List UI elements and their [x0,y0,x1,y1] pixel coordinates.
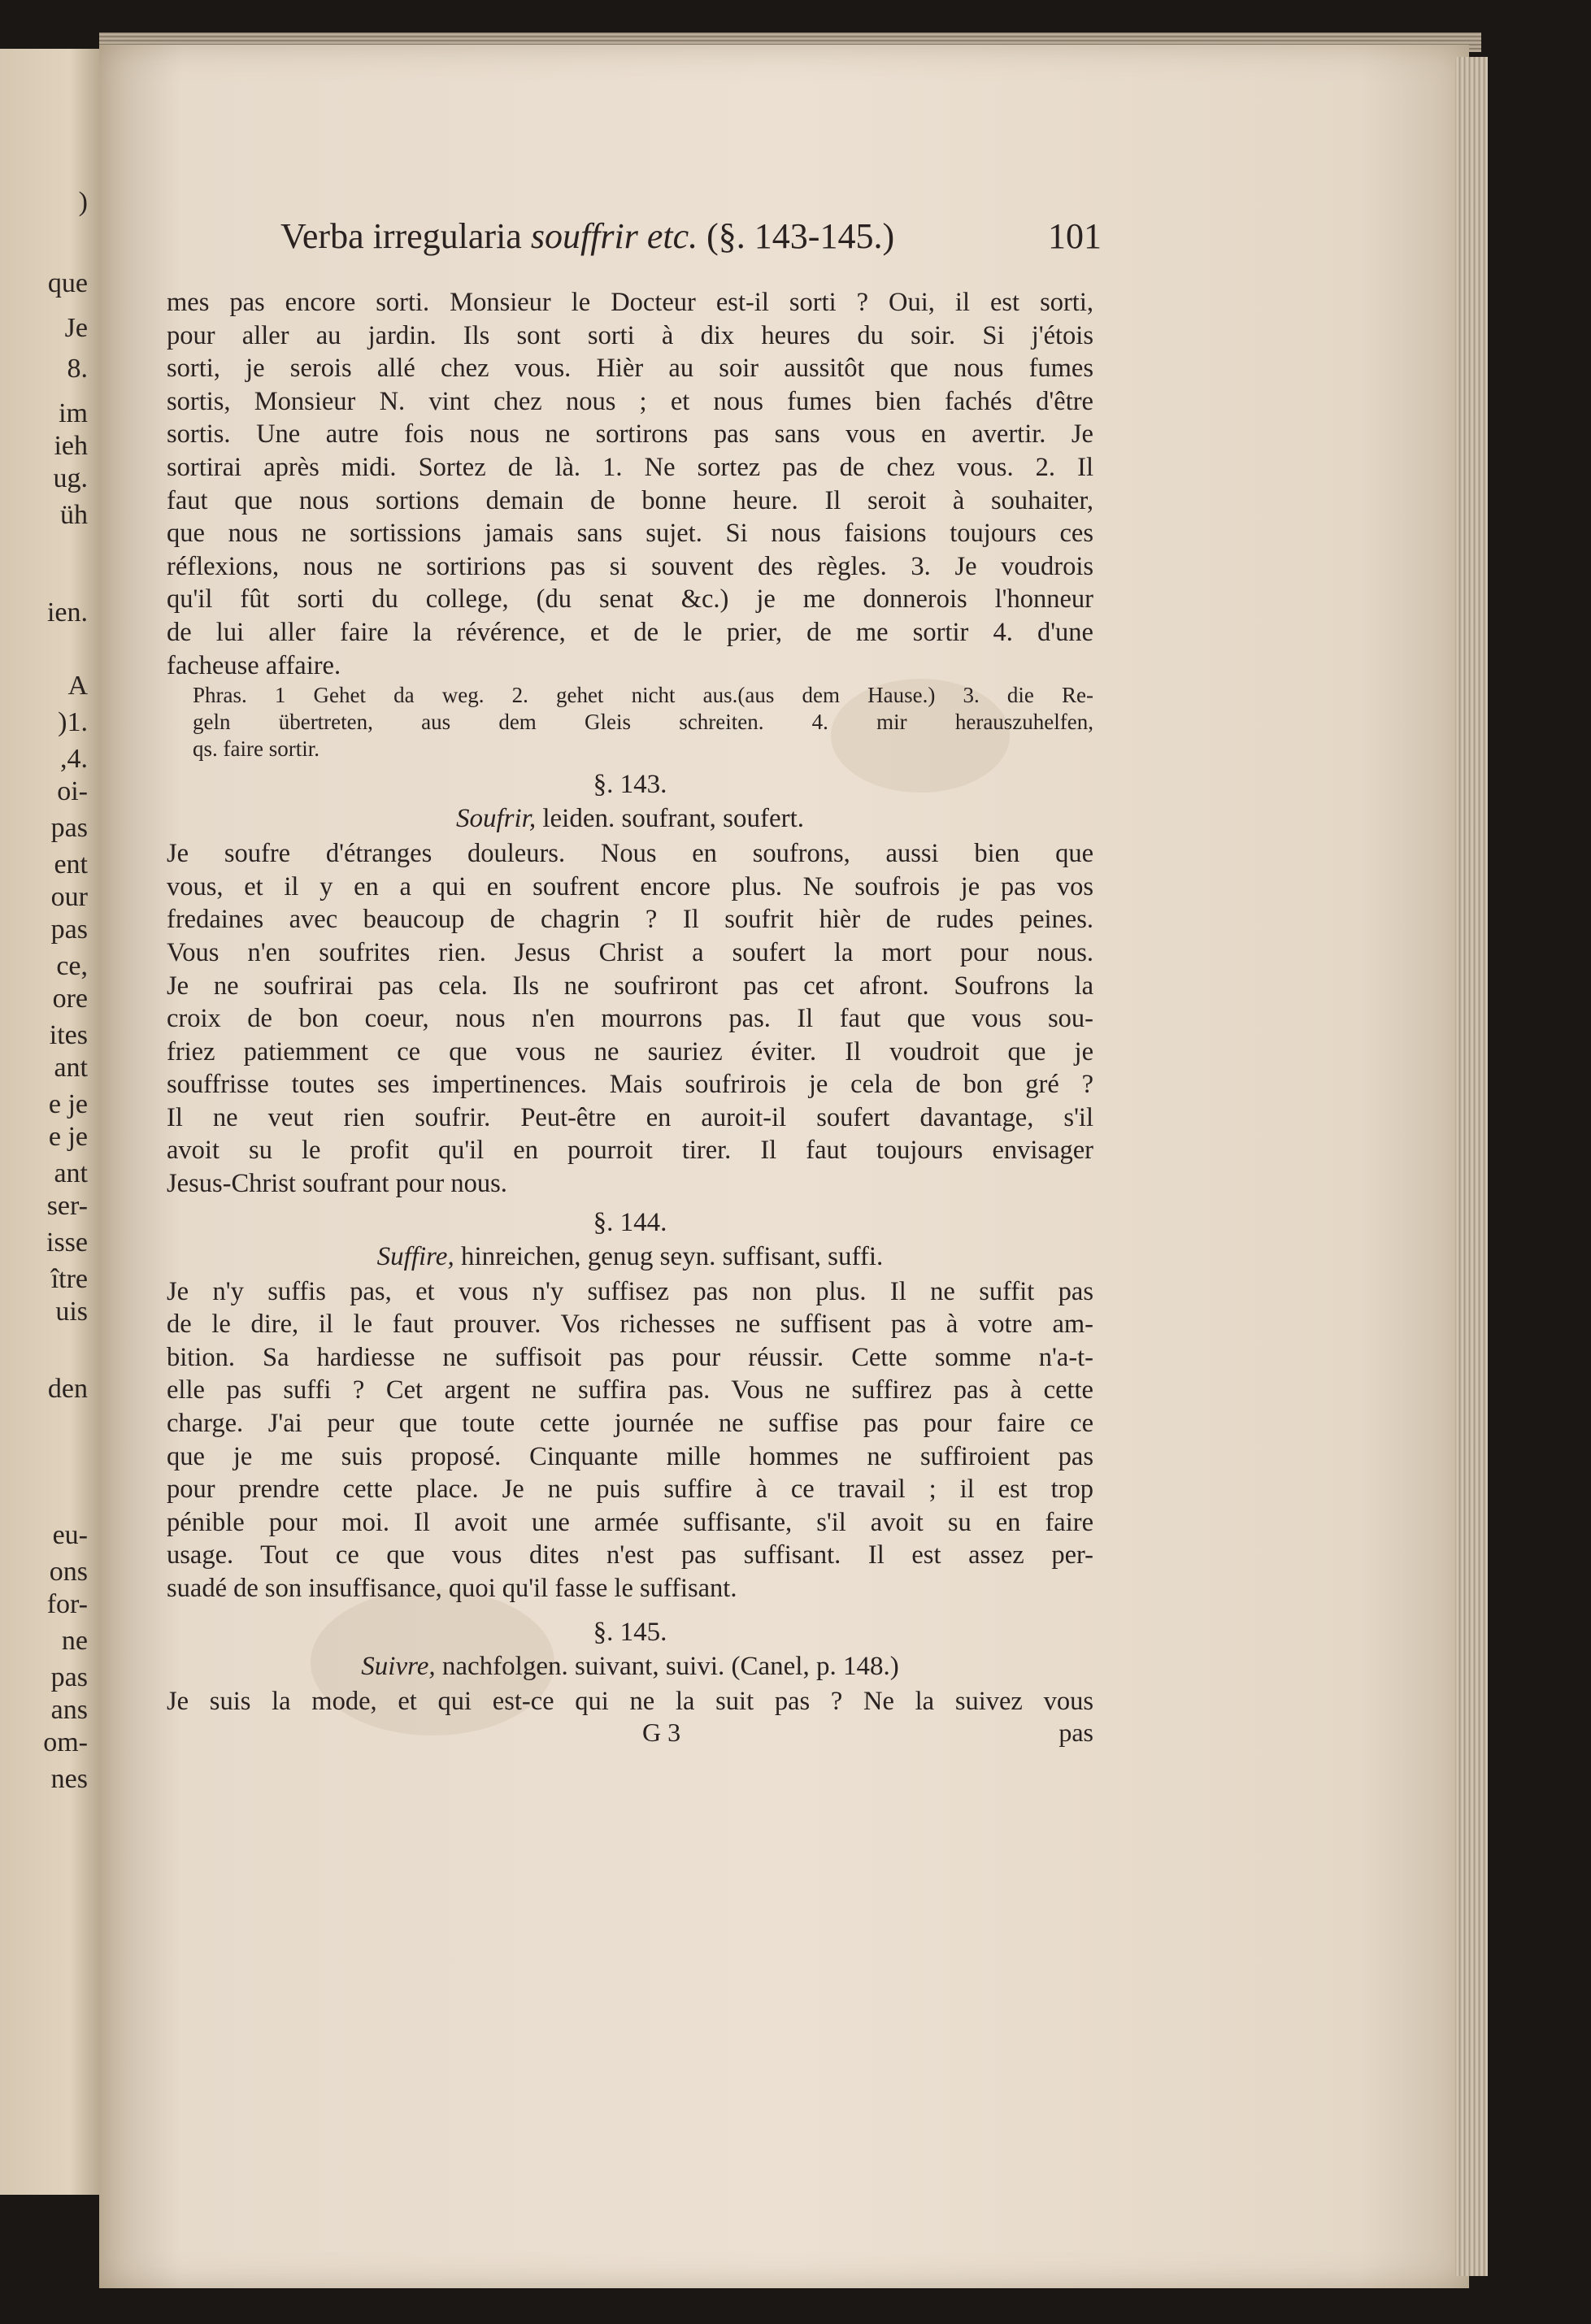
previous-page-text-fragment: üh [60,500,88,530]
text-line: de le dire, il le faut prouver. Vos richesses ne suffisent pas à votre am- [167,1310,1093,1340]
text-line: Je ne soufrirai pas cela. Ils ne soufriront pas cet afront. Soufrons la [167,971,1093,1001]
previous-page-text-fragment: ce, [56,951,88,981]
verb-heading-soufrir: Soufrir, leiden. soufrant, soufert. [455,804,805,834]
phrase-note [193,682,1093,762]
text-line: réflexions, nous ne sortirions pas si souvent des règles. 3. Je voudrois [167,551,1093,581]
previous-page-text-fragment: ug. [53,463,88,493]
text-line: geln übertreten, aus dem Gleis schreiten. 4. mir herauszuhelfen, [193,710,1093,735]
text-line: vous, et il y en a qui en soufrent encore plus. Ne soufrois je pas vos [167,871,1093,901]
text-line: sortis. Une autre fois nous ne sortirons pas sans vous en avertir. Je [167,419,1093,450]
previous-page-text-fragment: uis [55,1297,88,1327]
paragraph-suffire [167,1275,1093,1605]
previous-page-text-fragment: ant [54,1053,88,1083]
paragraph-sortir-continued [167,286,1093,682]
signature-mark: G 3 [642,1718,681,1748]
text-line: mes pas encore sorti. Monsieur le Docteur est-il sorti ? Oui, il est sorti, [167,288,1093,317]
page-header [280,215,1102,272]
text-line: que nous ne sortissions jamais sans sujet. Si nous faisions toujours ces [167,519,1093,549]
running-title: Verba irregularia souffrir etc. (§. 143-145.) [280,216,895,256]
text-line: usage. Tout ce que vous dites n'est pas suffisant. Il est assez per- [167,1540,1093,1570]
verb-heading-suffire: Suffire, hinreichen, genug seyn. suffisant, suffi. [376,1241,884,1271]
previous-page-text-fragment: pas [50,813,88,843]
text-line: sorti, je serois allé chez vous. Hièr au soir aussitôt que nous fumes [167,354,1093,384]
text-line: suadé de son insuffisance, quoi qu'il fasse le suffisant. [167,1574,737,1603]
previous-page-text-fragment: )1. [58,707,88,737]
previous-page-text-fragment: pas [50,914,88,945]
paragraph-suivre [167,1685,1093,1718]
text-line: croix de bon coeur, nous n'en mourrons pas. Il faut que vous sou- [167,1004,1093,1034]
text-line: friez patiemment ce que vous ne sauriez éviter. Il voudroit que je [167,1036,1093,1066]
previous-page-text-fragment: Je [64,313,88,343]
text-line: qs. faire sortir. [193,736,320,762]
text-line: pour prendre cette place. Je ne puis suffire à ce travail ; il est trop [167,1475,1093,1505]
previous-page-text-fragment: ore [52,984,88,1014]
previous-page-text-fragment: isse [46,1227,88,1258]
previous-page-text-fragment: ître [50,1264,88,1294]
previous-page-text-fragment: ,4. [60,744,88,774]
text-line: sortirai après midi. Sortez de là. 1. Ne sortez pas de chez vous. 2. Il [167,452,1093,482]
previous-page-text-fragment: ent [54,849,88,880]
previous-page-text-fragment: A [67,671,88,701]
text-line: Je soufre d'étranges douleurs. Nous en soufrons, aussi bien que [167,839,1093,869]
text-line: facheuse affaire. [167,650,341,680]
section-number-145: §. 145. [593,1617,667,1647]
page-number: 101 [1048,216,1102,256]
text-line: fredaines avec beaucoup de chagrin ? Il soufrit hièr de rudes peines. [167,905,1093,935]
running-title-italic: souffrir etc. [530,216,698,256]
text-line: Il ne veut rien soufrir. Peut-être en auroit-il soufert davantage, s'il [167,1102,1093,1132]
text-line: qu'il fût sorti du college, (du senat &c.) je me donnerois l'honneur [167,584,1093,615]
text-line: pénible pour moi. Il avoit une armée suffisante, s'il avoit su en faire [167,1507,1093,1537]
catchword: pas [1058,1718,1093,1748]
previous-page-text-fragment: 8. [67,354,88,384]
text-line: avoit su le profit qu'il en pourroit tirer. Il faut toujours envisager [167,1136,1093,1166]
previous-page-text-fragment: im [59,398,88,428]
previous-page-text-fragment: eu- [52,1520,88,1550]
section-number-144: §. 144. [593,1207,667,1237]
previous-page-text-fragment: ien. [46,597,88,628]
text-line: souffrisse toutes ses impertinences. Mais soufrirois je cela de bon gré ? [167,1070,1093,1100]
previous-page-text-fragment: our [50,882,88,912]
previous-page-text-fragment: ) [78,187,88,217]
previous-page-text-fragment: e je [48,1122,88,1152]
text-line: Phras. 1 Gehet da weg. 2. gehet nicht aus.(aus dem Hause.) 3. die Re- [193,683,1093,708]
section-range: (§. 143-145.) [706,216,895,256]
text-line: bition. Sa hardiesse ne suffisoit pas pour réussir. Cette somme n'a-t- [167,1342,1093,1372]
text-line: Jesus-Christ soufrant pour nous. [167,1169,507,1199]
previous-page-text-fragment: den [47,1374,88,1404]
previous-page-text-fragment: pas [50,1662,88,1692]
text-line: elle pas suffi ? Cet argent ne suffira pas. Vous ne suffirez pas à cette [167,1375,1093,1405]
previous-page-text-fragment: que [47,268,88,298]
text-line: charge. J'ai peur que toute cette journée ne suffise pas pour faire ce [167,1409,1093,1439]
previous-page-text-fragment: for- [46,1589,88,1619]
previous-page-text-fragment: ne [61,1626,88,1656]
page-body [167,286,1093,1752]
text-line: que je me suis proposé. Cinquante mille hommes ne suffiroient pas [167,1441,1093,1471]
text-line: pour aller au jardin. Ils sont sorti à dix heures du soir. Si j'étois [167,320,1093,350]
verb-heading-suivre: Suivre, nachfolgen. suivant, suivi. (Canel, p. 148.) [361,1651,899,1681]
previous-page-text-fragment: oi- [57,776,88,806]
text-line: Je n'y suffis pas, et vous n'y suffisez pas non plus. Il ne suffit pas [167,1276,1093,1306]
text-line: Je suis la mode, et qui est-ce qui ne la suit pas ? Ne la suivez vous [167,1686,1093,1716]
previous-page-text-fragment: ons [49,1557,88,1587]
previous-page-edge [0,49,102,2195]
previous-page-text-fragment: ites [49,1020,88,1050]
text-line: faut que nous sortions demain de bonne heure. Il seroit à souhaiter, [167,485,1093,515]
previous-page-text-fragment: om- [43,1727,88,1757]
page-fore-edge [1455,57,1488,2276]
paragraph-soufrir [167,837,1093,1201]
previous-page-text-fragment: ans [50,1695,88,1725]
section-number-143: §. 143. [593,770,667,800]
text-line: sortis, Monsieur N. vint chez nous ; et nous fumes bien fachés d'être [167,386,1093,416]
previous-page-text-fragment: nes [50,1764,88,1794]
previous-page-text-fragment: ant [54,1158,88,1188]
previous-page-text-fragment: e je [48,1089,88,1119]
previous-page-text-fragment: ieh [54,431,88,461]
page-footer [167,1718,1093,1752]
text-line: Vous n'en soufrites rien. Jesus Christ a soufert la mort pour nous. [167,937,1093,967]
text-line: de lui aller faire la révérence, et de le prier, de me sortir 4. d'une [167,617,1093,647]
previous-page-text-fragment: ser- [46,1191,88,1221]
